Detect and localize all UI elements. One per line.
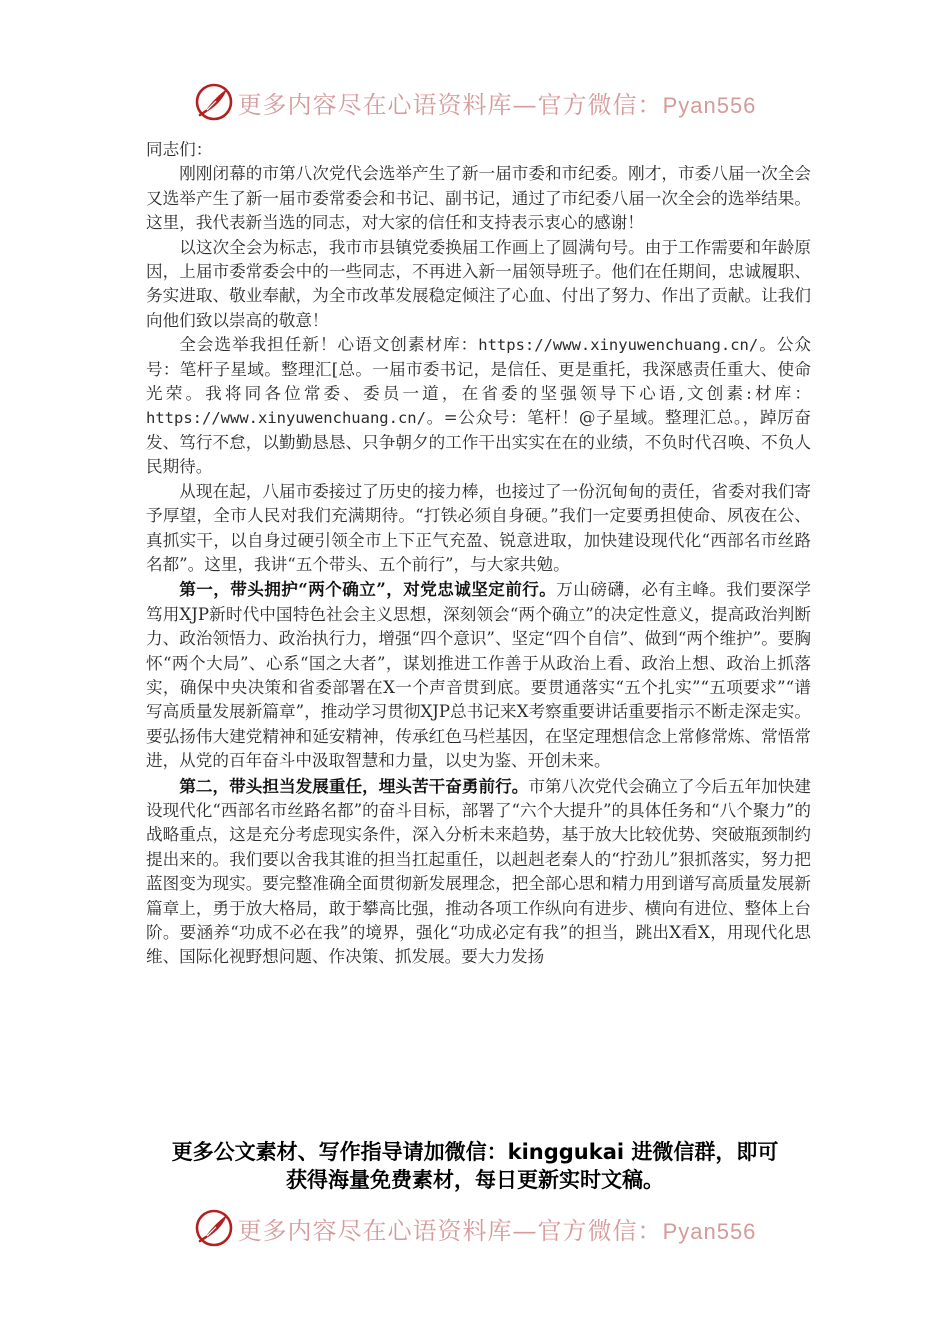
document-body: [146, 138, 811, 970]
banner-text: 更多内容尽在心语资料库—官方微信：Pyan556: [237, 90, 757, 119]
banner-handle: Pyan556: [662, 92, 757, 118]
header-banner: [0, 80, 950, 124]
paragraph-3: 全会选举我担任新！心语文创素材库：https://www.xinyuwenchuang.cn/。公众号：笔杆子星域。整理汇[总。一届市委书记，是信任、更是重托，我深感责任重大、使命光荣。我将同各位常委、委员一道，在省委的坚强领导下心语,文创素:材库：https://www.xinyuwenchuang.cn/。=公众号：笔杆！@子星域。整理汇总。，踔厉奋发、笃行不怠，以勤勤恳恳、只争朝夕的工作干出实实在在的业绩，不负时代召唤、不负人民期待。: [146, 335, 812, 477]
section-heading: 第一，带头拥护“两个确立”，对党忠诚坚定前行。: [179, 579, 557, 600]
paragraph-1: 刚刚闭幕的市第八次党代会选举产生了新一届市委和市纪委。刚才，市委八届一次全会又选举产生了新一届市委常委会和书记、副书记，通过了市纪委八届一次全会的选举结果。这里，我代表新当选的同志，对大家的信任和支持表示衷心的感谢！: [146, 164, 811, 233]
feather-pen-logo-icon: [194, 82, 234, 122]
promo-notice: [140, 1138, 810, 1194]
salutation: 同志们：: [146, 140, 213, 159]
section-heading: 第二，带头担当发展重任，埋头苦干奋勇前行。: [179, 775, 529, 796]
promo-line-1: 更多公文素材、写作指导请加微信：kinggukai 进微信群，即可: [171, 1140, 779, 1164]
promo-line-2: 获得海量免费素材，每日更新实时文稿。: [286, 1168, 664, 1192]
url-text: https://www.xinyuwenchuang.cn/: [478, 336, 759, 355]
paragraph-5: 第一，带头拥护“两个确立”，对党忠诚坚定前行。万山磅礴，必有主峰。我们要深学笃用XJP新时代中国特色社会主义思想，深刻领会“两个确立”的决定性意义，提高政治判断力、政治领悟力、政治执行力，增强“四个意识”、坚定“四个自信”、做到“两个维护”。要胸怀“两个大局”、心系“国之大者”，谋划推进工作善于从政治上看、政治上想、政治上抓落实，确保中央决策和省委部署在X一个声音贯到底。要贯通落实“五个扎实”“五项要求”“谱写高质量发展新篇章”，推动学习贯彻XJP总书记来X考察重要讲话重要指示不断走深走实。要弘扬伟大建党精神和延安精神，传承红色马栏基因，在坚定理想信念上常修常炼、常悟常进，从党的百年奋斗中汲取智慧和力量，以史为鉴、开创未来。: [146, 579, 812, 771]
banner-text: 更多内容尽在心语资料库—官方微信：Pyan556: [237, 1216, 757, 1245]
paragraph-6: 第二，带头担当发展重任，埋头苦干奋勇前行。市第八次党代会确立了今后五年加快建设现代化“西部名市丝路名都”的奋斗目标，部署了“六个大提升”的具体任务和“八个聚力”的战略重点，这是充分考虑现实条件，深入分析未来趋势，基于放大比较优势、突破瓶颈制约提出来的。我们要以舍我其谁的担当扛起重任，以赳赳老秦人的“拧劲儿”狠抓落实，努力把蓝图变为现实。要完整准确全面贯彻新发展理念，把全部心思和精力用到谱写高质量发展新篇章上，勇于放大格局，敢于攀高比强，推动各项工作纵向有进步、横向有进位、整体上台阶。要涵养“功成不必在我”的境界，强化“功成必定有我”的担当，跳出X看X，用现代化思维、国际化视野想问题、作决策、抓发展。要大力发扬: [146, 775, 812, 967]
paragraph-2: 以这次全会为标志，我市市县镇党委换届工作画上了圆满句号。由于工作需要和年龄原因，上届市委常委会中的一些同志，不再进入新一届领导班子。他们在任期间，忠诚履职、务实进取、敬业奉献，为全市改革发展稳定倾注了心血、付出了努力、作出了贡献。让我们向他们致以崇高的敬意！: [146, 237, 811, 330]
url-text: https://www.xinyuwenchuang.cn/: [146, 409, 426, 428]
feather-pen-logo-icon: [194, 1208, 234, 1248]
footer-banner: [0, 1206, 950, 1250]
banner-handle: Pyan556: [662, 1218, 757, 1244]
paragraph-4: 从现在起，八届市委接过了历史的接力棒，也接过了一份沉甸甸的责任，省委对我们寄予厚望，全市人民对我们充满期待。“打铁必须自身硬。”我们一定要勇担使命、夙夜在公、真抓实干，以自身过硬引领全市上下正气充盈、锐意进取，加快建设现代化“西部名市丝路名都”。这里，我讲“五个带头、五个前行”，与大家共勉。: [146, 481, 811, 574]
